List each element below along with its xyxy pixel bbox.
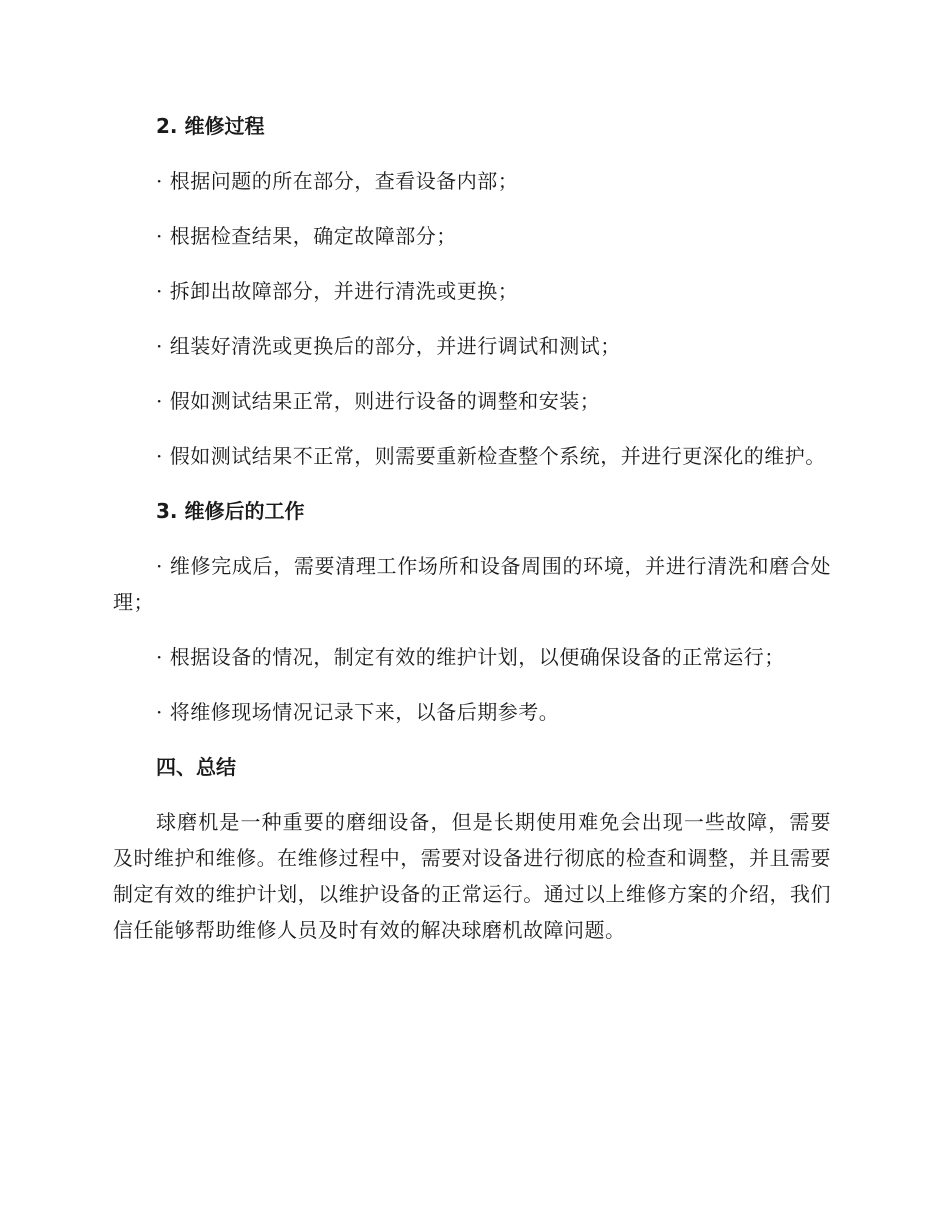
list-item: · 拆卸出故障部分，并进行清洗或更换；: [156, 279, 519, 303]
list-item: · 将维修现场情况记录下来，以备后期参考。: [156, 700, 560, 724]
section-heading-post-repair: 3. 维修后的工作: [156, 499, 305, 523]
summary-paragraph: 球磨机是一种重要的磨细设备，但是长期使用难免会出现一些故障，需要及时维护和维修。在维修过程中，需要对设备进行彻底的检查和调整，并且需要制定有效的维护计划，以维护设备的正常运行。通过以上维修方案的介绍，我们信任能够帮助维修人员及时有效的解决球磨机故障问题。: [113, 810, 831, 942]
list-item: · 根据问题的所在部分，查看设备内部；: [156, 169, 519, 193]
list-item: · 根据设备的情况，制定有效的维护计划，以便确保设备的正常运行；: [156, 645, 785, 669]
list-item: · 组装好清洗或更换后的部分，并进行调试和测试；: [156, 334, 621, 358]
list-item: · 假如测试结果正常，则进行设备的调整和安装；: [156, 389, 601, 413]
section-heading-summary: 四、总结: [156, 755, 236, 779]
document-body: [113, 108, 831, 948]
list-item: · 假如测试结果不正常，则需要重新检查整个系统，并进行更深化的维护。: [156, 444, 826, 468]
section-heading-repair-process: 2. 维修过程: [156, 114, 265, 138]
list-item: · 根据检查结果，确定故障部分；: [156, 224, 457, 248]
list-item: · 维修完成后，需要清理工作场所和设备周围的环境，并进行清洗和磨合处理；: [113, 554, 831, 614]
